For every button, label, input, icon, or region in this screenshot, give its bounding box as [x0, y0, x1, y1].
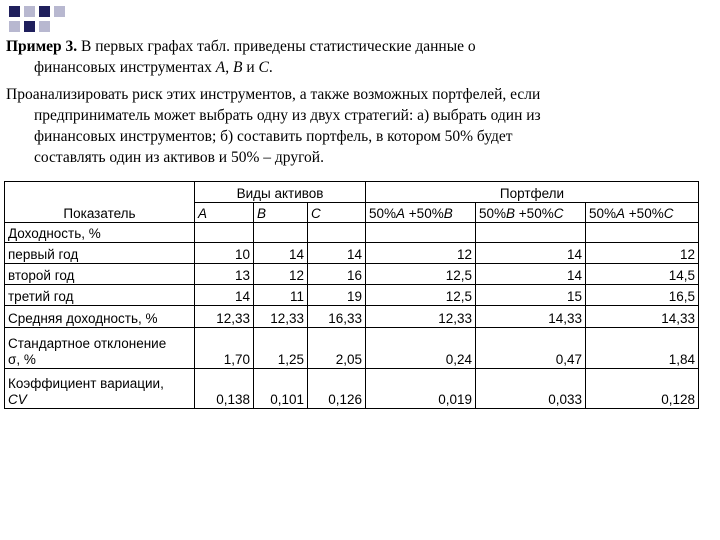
portfolios-header: Портфели	[366, 182, 699, 203]
decor-square-1	[9, 6, 20, 17]
row-label: второй год	[5, 264, 195, 285]
avg-return-row	[5, 306, 699, 328]
table-cell: 12	[586, 243, 699, 264]
row-label: Средняя доходность, %	[5, 306, 195, 328]
asset-col-a: A	[195, 203, 254, 223]
return-label-row	[5, 223, 699, 243]
decor-square-5	[9, 21, 20, 32]
table-cell: 0,126	[308, 369, 366, 409]
example-label: Пример 3.	[6, 38, 78, 55]
table-cell: 2,05	[308, 328, 366, 369]
table-cell: 14,33	[476, 306, 586, 328]
row-label: первый год	[5, 243, 195, 264]
example-paragraph	[6, 36, 712, 78]
table-cell: 14	[476, 243, 586, 264]
table-cell: 0,24	[366, 328, 476, 369]
decor-square-4	[54, 6, 65, 17]
table-cell: 1,84	[586, 328, 699, 369]
table-cell: 12,5	[366, 264, 476, 285]
task-paragraph	[6, 84, 712, 168]
return-label: Доходность, %	[5, 223, 195, 243]
table-cell: 1,25	[254, 328, 308, 369]
table-cell: 0,138	[195, 369, 254, 409]
portfolio-col-ac: 50%A +50%C	[586, 203, 699, 223]
table-cell: 12	[254, 264, 308, 285]
table-cell: 14	[308, 243, 366, 264]
decor-square-6	[24, 21, 35, 32]
row-label: Коэффициент вариации, CV	[5, 369, 195, 409]
table-cell: 10	[195, 243, 254, 264]
decor-square-2	[24, 6, 35, 17]
asset-col-b: B	[254, 203, 308, 223]
table-cell: 16,5	[586, 285, 699, 306]
table-row	[5, 264, 699, 285]
row-label: Стандартное отклонение σ, %	[5, 328, 195, 369]
table-cell: 12,33	[366, 306, 476, 328]
table-cell: 16,33	[308, 306, 366, 328]
decor-square-7	[39, 21, 50, 32]
table-row	[5, 285, 699, 306]
table-cell: 0,128	[586, 369, 699, 409]
task-line2: предприниматель может выбрать одну из двух стратегий: а) выбрать один из	[34, 107, 541, 124]
table-cell: 14,33	[586, 306, 699, 328]
table-cell: 0,101	[254, 369, 308, 409]
task-line4: составлять один из активов и 50% – другой.	[34, 149, 324, 166]
cv-row	[5, 369, 699, 409]
table-cell: 0,47	[476, 328, 586, 369]
table-cell: 14	[476, 264, 586, 285]
task-line3: финансовых инструментов; б) составить портфель, в котором 50% будет	[34, 128, 513, 145]
example-line1: В первых графах табл. приведены статистические данные о	[77, 38, 476, 55]
table-cell: 14	[195, 285, 254, 306]
table-cell: 14	[254, 243, 308, 264]
table-cell: 12,33	[195, 306, 254, 328]
table-cell: 19	[308, 285, 366, 306]
header-row-1	[5, 182, 699, 203]
table-cell: 12	[366, 243, 476, 264]
table-row	[5, 243, 699, 264]
table-cell: 14,5	[586, 264, 699, 285]
table-cell: 12,5	[366, 285, 476, 306]
row-label: третий год	[5, 285, 195, 306]
example-line2: финансовых инструментах А, В и С.	[34, 59, 273, 76]
table-cell: 0,019	[366, 369, 476, 409]
table-cell: 12,33	[254, 306, 308, 328]
table-cell: 11	[254, 285, 308, 306]
portfolio-col-ab: 50%A +50%B	[366, 203, 476, 223]
std-dev-row	[5, 328, 699, 369]
table-cell: 15	[476, 285, 586, 306]
table-cell: 16	[308, 264, 366, 285]
task-line1: Проанализировать риск этих инструментов, а также возможных портфелей, если	[6, 86, 541, 103]
decor-square-3	[39, 6, 50, 17]
statistics-table	[4, 181, 699, 409]
table-cell: 1,70	[195, 328, 254, 369]
table-cell: 13	[195, 264, 254, 285]
assets-header: Виды активов	[195, 182, 366, 203]
indicator-header: Показатель	[5, 182, 195, 223]
portfolio-col-bc: 50%B +50%C	[476, 203, 586, 223]
asset-col-c: C	[308, 203, 366, 223]
table-cell: 0,033	[476, 369, 586, 409]
